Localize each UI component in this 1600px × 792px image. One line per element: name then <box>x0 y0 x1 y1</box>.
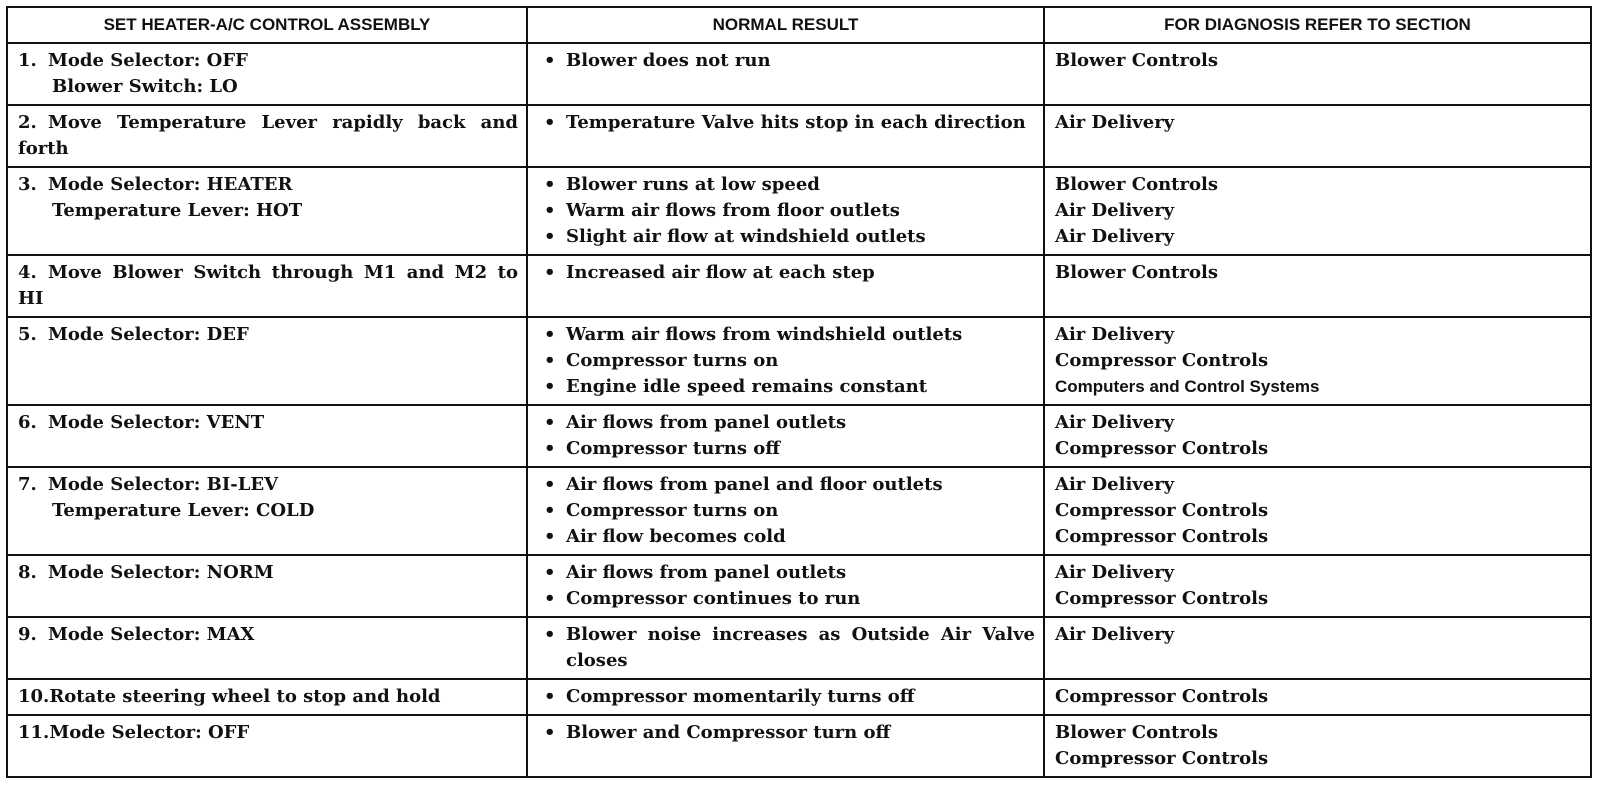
result-text: Warm air flows from windshield outlets <box>566 324 963 345</box>
step-instruction: Move Blower Switch through M1 and M2 to HI <box>18 262 518 309</box>
section-reference: Blower Controls <box>1055 262 1218 283</box>
result-list <box>538 48 1035 74</box>
table-row <box>7 105 1591 167</box>
step-cell <box>7 555 527 617</box>
step-number: 7. <box>18 474 37 495</box>
table-row <box>7 255 1591 317</box>
step-number: 10. <box>18 686 50 707</box>
result-text: Compressor turns on <box>566 500 779 521</box>
header-diagnosis: FOR DIAGNOSIS REFER TO SECTION <box>1044 7 1591 43</box>
result-list <box>538 322 1035 400</box>
result-cell <box>527 617 1044 679</box>
result-list <box>538 720 1035 746</box>
result-text: Increased air flow at each step <box>566 262 875 283</box>
table-row <box>7 167 1591 255</box>
header-result: NORMAL RESULT <box>527 7 1044 43</box>
result-text: Blower and Compressor turn off <box>566 722 891 743</box>
step-number: 6. <box>18 412 37 433</box>
section-cell <box>1044 715 1591 777</box>
result-text: Compressor turns off <box>566 438 781 459</box>
step-cell <box>7 405 527 467</box>
result-text: Compressor momentarily turns off <box>566 686 915 707</box>
section-reference: Air Delivery <box>1055 474 1175 495</box>
result-item <box>538 48 1035 74</box>
table-row <box>7 679 1591 715</box>
section-cell <box>1044 105 1591 167</box>
result-item <box>538 498 1035 524</box>
result-list <box>538 560 1035 612</box>
result-cell <box>527 467 1044 555</box>
result-item <box>538 472 1035 498</box>
bullet-icon: • <box>544 624 556 645</box>
step-number: 3. <box>18 174 37 195</box>
table-row <box>7 617 1591 679</box>
bullet-icon: • <box>544 588 556 609</box>
result-item <box>538 198 1035 224</box>
bullet-icon: • <box>544 350 556 371</box>
result-item <box>538 586 1035 612</box>
result-item <box>538 348 1035 374</box>
result-text: Compressor turns on <box>566 350 779 371</box>
result-item <box>538 172 1035 198</box>
step-instruction: Mode Selector: VENT <box>48 412 265 433</box>
bullet-icon: • <box>544 262 556 283</box>
section-cell <box>1044 167 1591 255</box>
table-row <box>7 467 1591 555</box>
result-item <box>538 436 1035 462</box>
result-list <box>538 172 1035 250</box>
table-body <box>7 43 1591 777</box>
section-reference: Blower Controls <box>1055 50 1218 71</box>
section-reference: Computers and Control Systems <box>1055 377 1320 396</box>
bullet-icon: • <box>544 500 556 521</box>
bullet-icon: • <box>544 226 556 247</box>
bullet-icon: • <box>544 376 556 397</box>
step-cell <box>7 715 527 777</box>
step-cell <box>7 317 527 405</box>
result-text: Warm air flows from floor outlets <box>566 200 900 221</box>
bullet-icon: • <box>544 438 556 459</box>
step-instruction: Rotate steering wheel to stop and hold <box>49 686 441 707</box>
section-reference: Compressor Controls <box>1055 748 1269 769</box>
bullet-icon: • <box>544 526 556 547</box>
step-number: 8. <box>18 562 37 583</box>
result-text: Air flows from panel outlets <box>566 412 847 433</box>
step-instruction: Temperature Lever: HOT <box>52 200 303 221</box>
step-cell <box>7 679 527 715</box>
step-number: 1. <box>18 50 37 71</box>
result-item <box>538 410 1035 436</box>
step-instruction: Mode Selector: MAX <box>48 624 255 645</box>
section-reference: Compressor Controls <box>1055 588 1269 609</box>
section-reference: Blower Controls <box>1055 174 1218 195</box>
section-cell <box>1044 317 1591 405</box>
section-reference: Compressor Controls <box>1055 438 1269 459</box>
bullet-icon: • <box>544 412 556 433</box>
bullet-icon: • <box>544 686 556 707</box>
section-reference: Compressor Controls <box>1055 500 1269 521</box>
result-cell <box>527 405 1044 467</box>
result-item <box>538 260 1035 286</box>
section-reference: Blower Controls <box>1055 722 1218 743</box>
section-cell <box>1044 467 1591 555</box>
result-cell <box>527 715 1044 777</box>
result-list <box>538 260 1035 286</box>
result-text: Engine idle speed remains constant <box>566 376 928 397</box>
step-number: 5. <box>18 324 37 345</box>
section-reference: Air Delivery <box>1055 562 1175 583</box>
table-row <box>7 43 1591 105</box>
section-reference: Air Delivery <box>1055 412 1175 433</box>
step-cell <box>7 255 527 317</box>
step-instruction: Mode Selector: OFF <box>48 50 248 71</box>
header-set: SET HEATER-A/C CONTROL ASSEMBLY <box>7 7 527 43</box>
step-instruction: Blower Switch: LO <box>52 76 238 97</box>
diagnosis-table <box>6 6 1592 778</box>
table-row <box>7 555 1591 617</box>
header-row <box>7 7 1591 43</box>
step-instruction: Mode Selector: OFF <box>49 722 250 743</box>
result-text: Compressor continues to run <box>566 588 861 609</box>
section-cell <box>1044 617 1591 679</box>
section-reference: Air Delivery <box>1055 624 1175 645</box>
step-cell <box>7 167 527 255</box>
section-reference: Compressor Controls <box>1055 526 1269 547</box>
step-cell <box>7 105 527 167</box>
section-cell <box>1044 255 1591 317</box>
section-reference: Compressor Controls <box>1055 350 1269 371</box>
step-instruction: Move Temperature Lever rapidly back and forth <box>18 112 518 159</box>
section-reference: Air Delivery <box>1055 112 1175 133</box>
step-cell <box>7 467 527 555</box>
section-cell <box>1044 679 1591 715</box>
result-list <box>538 622 1035 674</box>
result-text: Air flows from panel outlets <box>566 562 847 583</box>
bullet-icon: • <box>544 112 556 133</box>
result-item <box>538 684 1035 710</box>
result-item <box>538 374 1035 400</box>
step-instruction: Mode Selector: HEATER <box>48 174 293 195</box>
step-instruction: Mode Selector: BI-LEV <box>48 474 279 495</box>
result-cell <box>527 105 1044 167</box>
result-text: Slight air flow at windshield outlets <box>566 226 926 247</box>
bullet-icon: • <box>544 50 556 71</box>
result-text: Air flow becomes cold <box>566 526 786 547</box>
result-cell <box>527 167 1044 255</box>
result-item <box>538 560 1035 586</box>
step-number: 4. <box>18 262 37 283</box>
result-text: Blower runs at low speed <box>566 174 820 195</box>
result-list <box>538 410 1035 462</box>
result-cell <box>527 679 1044 715</box>
result-list <box>538 110 1035 136</box>
result-text: Temperature Valve hits stop in each direction <box>566 112 1026 133</box>
table-row <box>7 405 1591 467</box>
result-text: Blower noise increases as Outside Air Valve closes <box>566 624 1035 671</box>
bullet-icon: • <box>544 324 556 345</box>
step-instruction: Temperature Lever: COLD <box>52 500 315 521</box>
result-item <box>538 110 1035 136</box>
step-instruction: Mode Selector: NORM <box>48 562 274 583</box>
table-row <box>7 715 1591 777</box>
bullet-icon: • <box>544 722 556 743</box>
result-list <box>538 472 1035 550</box>
step-cell <box>7 43 527 105</box>
result-cell <box>527 255 1044 317</box>
result-text: Air flows from panel and floor outlets <box>566 474 943 495</box>
result-cell <box>527 317 1044 405</box>
section-cell <box>1044 405 1591 467</box>
result-cell <box>527 43 1044 105</box>
bullet-icon: • <box>544 562 556 583</box>
section-reference: Air Delivery <box>1055 226 1175 247</box>
result-cell <box>527 555 1044 617</box>
bullet-icon: • <box>544 474 556 495</box>
bullet-icon: • <box>544 200 556 221</box>
section-cell <box>1044 555 1591 617</box>
section-cell <box>1044 43 1591 105</box>
section-reference: Air Delivery <box>1055 324 1175 345</box>
result-item <box>538 524 1035 550</box>
step-cell <box>7 617 527 679</box>
result-item <box>538 322 1035 348</box>
result-item <box>538 622 1035 674</box>
result-item <box>538 224 1035 250</box>
section-reference: Air Delivery <box>1055 200 1175 221</box>
result-list <box>538 684 1035 710</box>
step-instruction: Mode Selector: DEF <box>48 324 249 345</box>
result-item <box>538 720 1035 746</box>
step-number: 11. <box>18 722 50 743</box>
section-reference: Compressor Controls <box>1055 686 1269 707</box>
table-row <box>7 317 1591 405</box>
step-number: 2. <box>18 112 37 133</box>
result-text: Blower does not run <box>566 50 771 71</box>
bullet-icon: • <box>544 174 556 195</box>
step-number: 9. <box>18 624 37 645</box>
